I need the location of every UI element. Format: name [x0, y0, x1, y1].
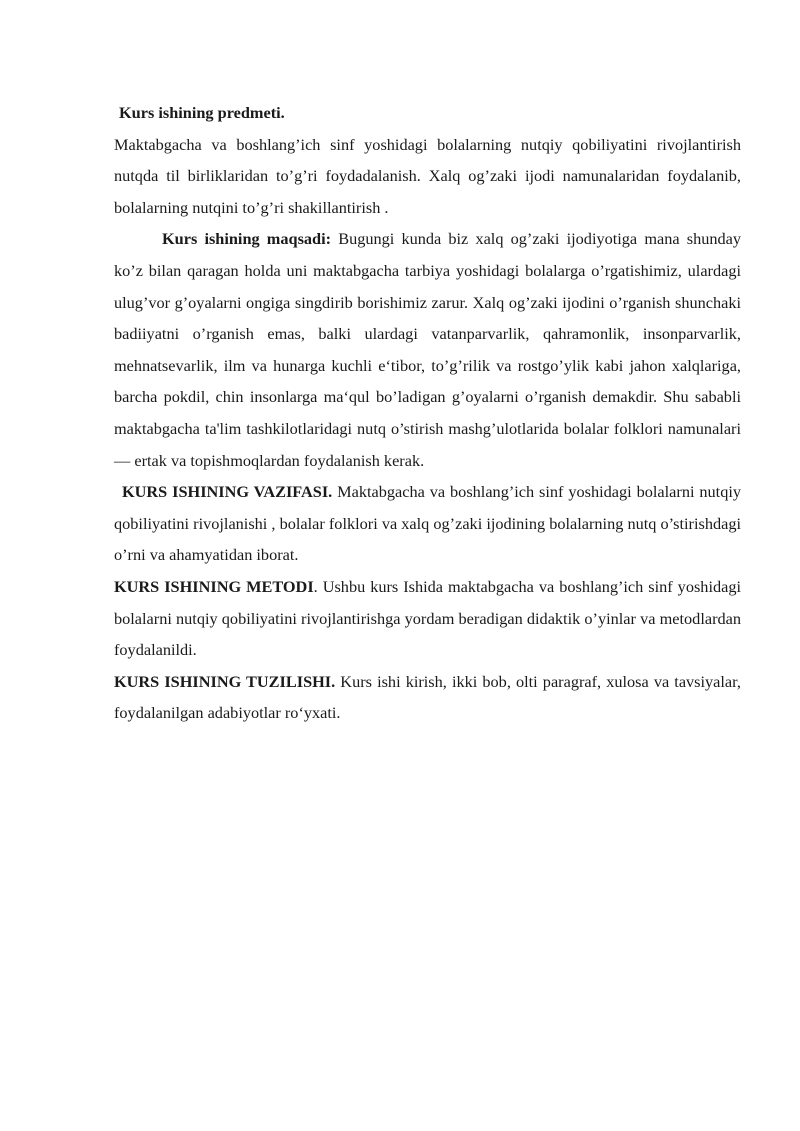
task-paragraph	[114, 476, 741, 571]
task-text: Maktabgacha va boshlang’ich sinf yoshidagi bolalarni nutqiy qobiliyatini rivojlanishi , bolalar folklori va xalq og’zaki ijodining bolalarning nutq o’stirishdagi o’rni va ahamyatidan iborat.	[114, 482, 741, 565]
structure-paragraph	[114, 666, 741, 729]
task-heading: KURS ISHINING VAZIFASI.	[122, 482, 333, 502]
structure-text: Kurs ishi kirish, ikki bob, olti paragraf, xulosa va tavsiyalar, foydalanilgan adabiyotlar ro‘yxati.	[114, 671, 742, 723]
method-text: . Ushbu kurs Ishida maktabgacha va boshlang’ich sinf yoshidagi bolalarni nutqiy qobiliyatini rivojlantirishga yordam beradigan didaktik o’yinlar va metodlardan foydalanildi.	[114, 576, 741, 660]
goal-heading: Kurs ishining maqsadi:	[162, 229, 332, 249]
method-heading: KURS ISHINING METODI	[114, 576, 314, 596]
subject-paragraph: Maktabgacha va boshlang’ich sinf yoshidagi bolalarning nutqiy qobiliyatini rivojlantirish nutqda til birliklaridan to’g’ri foydadalanish. Xalq og’zaki ijodi namunalaridan foydalanib, bolalarning nutqini to’g’ri shakillantirish .	[114, 134, 741, 217]
goal-text: Bugungi kunda biz xalq og’zaki ijodiyotiga mana shunday ko’z bilan qaragan holda uni maktabgacha tarbiya yoshidagi bolalarga o’rgatishimiz, ulardagi ulug’vor g’oyalarni ongiga singdirib borishimiz zarur. Xalq og’zaki ijodini o’rganish shunchaki badiiyatni o’rganish emas, balki ulardagi vatanparvarlik, qahramonlik, insonparvarlik, mehnatsevarlik, ilm va hunarga kuchli e‘tibor, to’g’rilik va rostgo’ylik kabi jahon xalqlariga, barcha pokdil, chin insonlarga ma‘qul bo’ladigan g’oyalarni o’rganish demakdir. Shu sababli maktabgacha ta'lim tashkilotlaridagi nutq o’stirish mashg’ulotlarida bolalar folklori namunalari — ertak va topishmoqlardan foydalanish kerak.	[114, 229, 741, 470]
structure-heading: KURS ISHINING TUZILISHI.	[114, 671, 336, 691]
goal-paragraph	[114, 223, 741, 476]
document-page	[114, 97, 741, 729]
method-paragraph	[114, 571, 741, 666]
subject-heading: Kurs ishining predmeti.	[119, 103, 285, 122]
